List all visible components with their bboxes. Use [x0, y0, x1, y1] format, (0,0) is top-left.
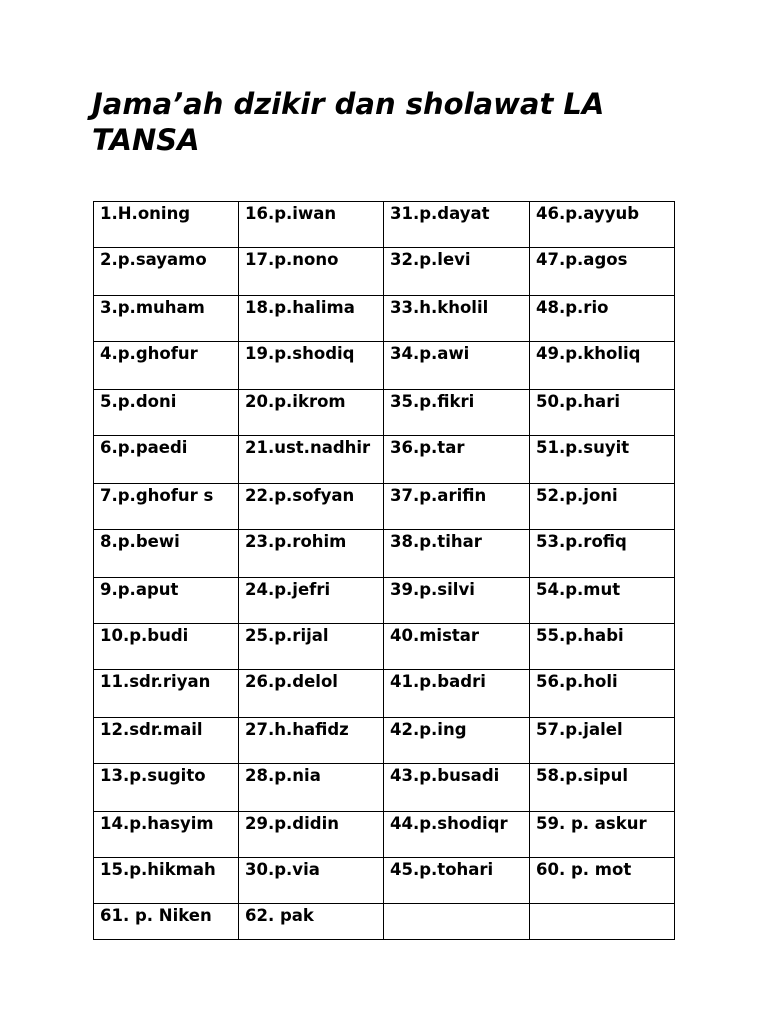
table-cell: [530, 342, 675, 390]
table-cell: [239, 202, 384, 248]
table-row: [94, 484, 675, 530]
member-name: 16.p.iwan: [245, 204, 337, 223]
member-name: 39.p.silvi: [390, 580, 475, 599]
member-name: 20.p.ikrom: [245, 392, 346, 411]
table-row: [94, 764, 675, 812]
member-name: 12.sdr.mail: [100, 720, 203, 739]
member-name: 59. p. askur: [536, 814, 647, 833]
table-cell: [530, 248, 675, 296]
table-row: [94, 390, 675, 436]
table-cell: [384, 248, 530, 296]
table-cell: [239, 764, 384, 812]
table-cell: [384, 202, 530, 248]
member-name: 58.p.sipul: [536, 766, 628, 785]
member-name: 55.p.habi: [536, 626, 624, 645]
member-name: 48.p.rio: [536, 298, 609, 317]
table-row: [94, 530, 675, 578]
table-cell: [530, 812, 675, 858]
member-name: 27.h.hafidz: [245, 720, 349, 739]
table-cell: [530, 436, 675, 484]
table-cell: [94, 436, 239, 484]
table-row: [94, 578, 675, 624]
table-cell: [384, 530, 530, 578]
table-cell: [530, 578, 675, 624]
table-cell: [94, 670, 239, 718]
table-cell: [530, 202, 675, 248]
member-name: 3.p.muham: [100, 298, 205, 317]
member-name: 33.h.kholil: [390, 298, 489, 317]
member-name: 14.p.hasyim: [100, 814, 214, 833]
member-name: 23.p.rohim: [245, 532, 347, 551]
member-name: 34.p.awi: [390, 344, 470, 363]
member-name: 36.p.tar: [390, 438, 465, 457]
member-name: 52.p.joni: [536, 486, 618, 505]
table-row: [94, 248, 675, 296]
table-cell: [239, 342, 384, 390]
table-cell: [94, 530, 239, 578]
member-name: 60. p. mot: [536, 860, 632, 879]
member-name: 28.p.nia: [245, 766, 321, 785]
table-cell: [239, 248, 384, 296]
member-name: 35.p.fikri: [390, 392, 475, 411]
member-name: 47.p.agos: [536, 250, 628, 269]
table-cell: [239, 530, 384, 578]
table-cell: [384, 670, 530, 718]
table-cell: [94, 904, 239, 940]
table-cell: [530, 764, 675, 812]
table-cell: [384, 390, 530, 436]
member-name: 43.p.busadi: [390, 766, 500, 785]
member-name: 51.p.suyit: [536, 438, 630, 457]
member-name: 32.p.levi: [390, 250, 471, 269]
member-name: 37.p.arifin: [390, 486, 487, 505]
member-name: 49.p.kholiq: [536, 344, 641, 363]
table-cell: [94, 484, 239, 530]
table-cell: [239, 578, 384, 624]
table-cell: [530, 624, 675, 670]
member-name: 50.p.hari: [536, 392, 620, 411]
table-cell: [384, 436, 530, 484]
member-name: 41.p.badri: [390, 672, 486, 691]
member-name: 10.p.budi: [100, 626, 189, 645]
table-cell: [239, 718, 384, 764]
member-name: 7.p.ghofur s: [100, 486, 214, 505]
member-name: 25.p.rijal: [245, 626, 329, 645]
table-cell: [530, 670, 675, 718]
table-cell: [530, 390, 675, 436]
member-name: 15.p.hikmah: [100, 860, 216, 879]
table-cell: [239, 858, 384, 904]
table-row: [94, 296, 675, 342]
member-name: 61. p. Niken: [100, 906, 212, 925]
member-name: 30.p.via: [245, 860, 320, 879]
member-name: 57.p.jalel: [536, 720, 623, 739]
table-row: [94, 624, 675, 670]
table-cell: [384, 718, 530, 764]
member-name: 42.p.ing: [390, 720, 467, 739]
member-name: 21.ust.nadhir: [245, 438, 371, 457]
member-name: 18.p.halima: [245, 298, 355, 317]
table-cell: [384, 578, 530, 624]
table-cell: [239, 670, 384, 718]
member-name: 9.p.aput: [100, 580, 179, 599]
member-name: 13.p.sugito: [100, 766, 206, 785]
member-table: [93, 201, 675, 940]
member-name: 1.H.oning: [100, 204, 191, 223]
table-cell: [530, 484, 675, 530]
member-table-body: [94, 202, 675, 940]
member-name: 8.p.bewi: [100, 532, 180, 551]
table-cell: [384, 858, 530, 904]
table-row: [94, 670, 675, 718]
table-row: [94, 858, 675, 904]
table-cell: [94, 624, 239, 670]
member-name: [390, 904, 523, 906]
member-name: 45.p.tohari: [390, 860, 494, 879]
member-name: [536, 904, 668, 906]
table-cell: [94, 812, 239, 858]
member-name: 6.p.paedi: [100, 438, 188, 457]
table-cell: [94, 248, 239, 296]
member-name: 4.p.ghofur: [100, 344, 198, 363]
table-cell: [384, 812, 530, 858]
member-name: 11.sdr.riyan: [100, 672, 211, 691]
table-cell: [239, 484, 384, 530]
table-row: [94, 202, 675, 248]
table-row: [94, 342, 675, 390]
table-cell: [384, 342, 530, 390]
table-cell: [94, 718, 239, 764]
member-name: 24.p.jefri: [245, 580, 331, 599]
table-cell: [530, 296, 675, 342]
member-name: 26.p.delol: [245, 672, 338, 691]
table-cell: [530, 904, 675, 940]
table-cell: [94, 296, 239, 342]
table-row: [94, 904, 675, 940]
table-cell: [239, 436, 384, 484]
member-name: 46.p.ayyub: [536, 204, 640, 223]
table-cell: [239, 812, 384, 858]
member-name: 2.p.sayamo: [100, 250, 207, 269]
table-cell: [239, 390, 384, 436]
table-cell: [384, 296, 530, 342]
table-cell: [530, 718, 675, 764]
table-cell: [94, 390, 239, 436]
member-name: 31.p.dayat: [390, 204, 490, 223]
member-name: 62. pak: [245, 906, 314, 925]
member-name: 54.p.mut: [536, 580, 621, 599]
table-cell: [239, 904, 384, 940]
member-name: 17.p.nono: [245, 250, 339, 269]
member-name: 22.p.sofyan: [245, 486, 355, 505]
table-cell: [94, 764, 239, 812]
page-title: Jama’ah dzikir dan sholawat LA TANSA: [92, 87, 605, 157]
table-cell: [530, 858, 675, 904]
member-name: 40.mistar: [390, 626, 480, 645]
table-row: [94, 718, 675, 764]
table-cell: [384, 624, 530, 670]
table-cell: [530, 530, 675, 578]
table-row: [94, 436, 675, 484]
member-name: 38.p.tihar: [390, 532, 482, 551]
table-row: [94, 812, 675, 858]
table-cell: [239, 624, 384, 670]
table-cell: [384, 904, 530, 940]
table-cell: [94, 342, 239, 390]
table-cell: [384, 764, 530, 812]
member-name: 29.p.didin: [245, 814, 339, 833]
table-cell: [94, 858, 239, 904]
table-cell: [94, 578, 239, 624]
member-name: 53.p.rofiq: [536, 532, 627, 551]
member-name: 5.p.doni: [100, 392, 177, 411]
member-name: 56.p.holi: [536, 672, 618, 691]
table-cell: [239, 296, 384, 342]
table-cell: [384, 484, 530, 530]
member-name: 19.p.shodiq: [245, 344, 355, 363]
member-name: 44.p.shodiqr: [390, 814, 508, 833]
table-cell: [94, 202, 239, 248]
